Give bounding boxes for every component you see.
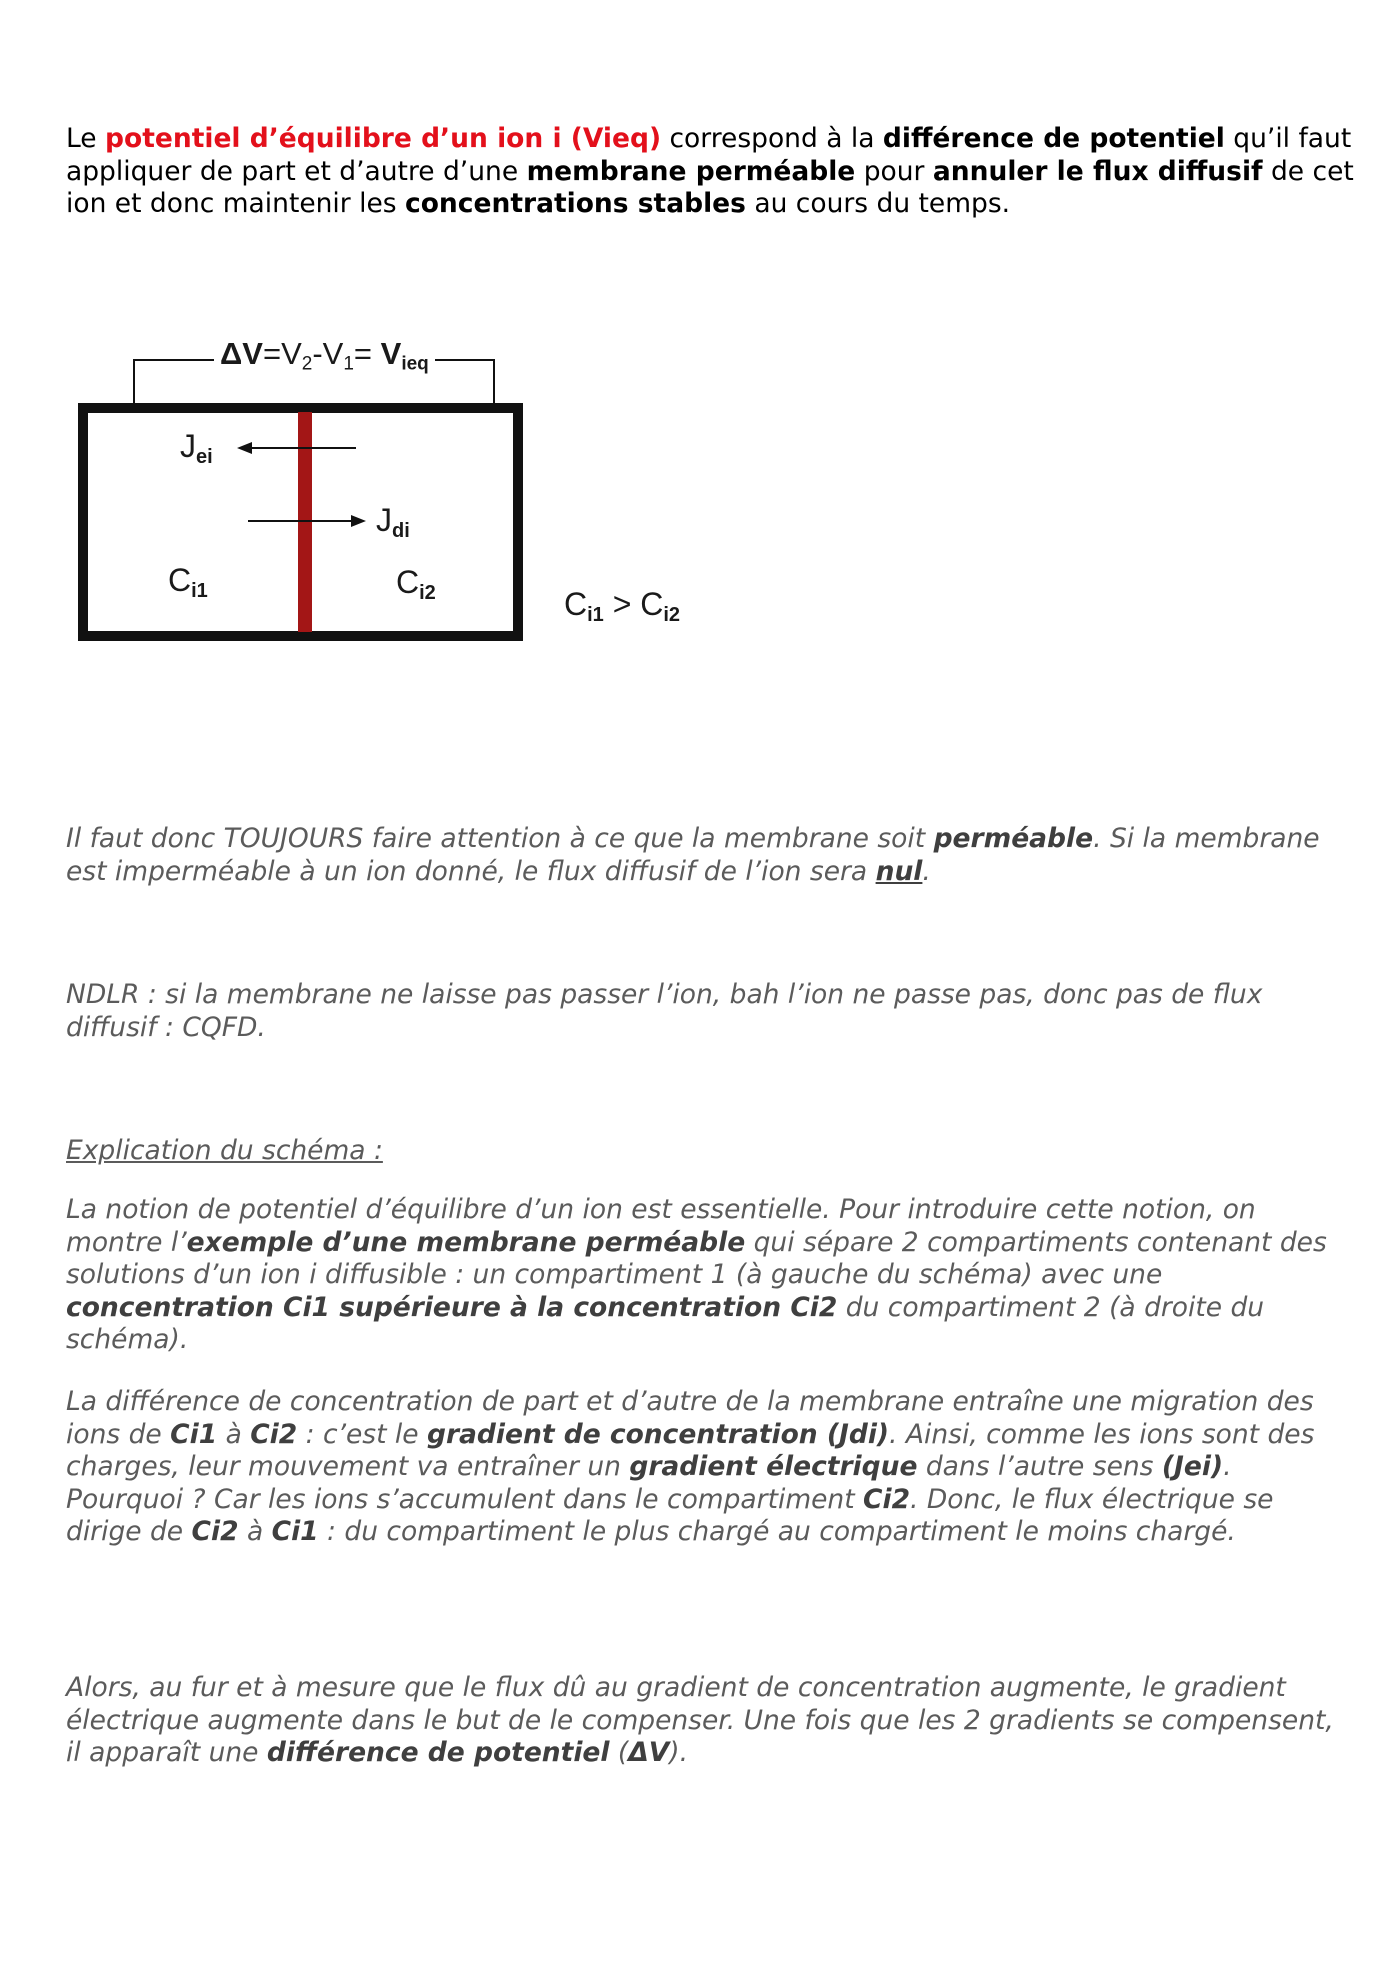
ci2-main: C [396,564,420,600]
expl2-bold: gradient électrique [629,1451,918,1482]
relation-a: C [564,586,588,622]
intro-text: qu’il faut appliquer de part et d’autre d’une [66,123,1352,187]
expl2-text: à [217,1418,251,1450]
concentration-relation-label [564,588,680,625]
intro-text: Le [66,123,106,154]
jdi-arrowhead [351,515,366,527]
vieq-sub: ieq [401,353,429,375]
expl2-bold: gradient de concentration (Jdi) [427,1418,890,1450]
ci1-sub: i1 [191,580,208,602]
delta-v-text: = [353,336,381,371]
relation-b: C [640,586,664,622]
ci1-label [168,564,208,601]
intro-key-term: potentiel d’équilibre d’un ion i (Vieq) [105,123,662,154]
intro-bold: annuler le flux diffusif [932,155,1263,187]
ndlr-paragraph [66,979,1356,1044]
explanation-paragraph-2 [66,1386,1356,1549]
intro-bold: concentrations stables [405,188,746,219]
expl2-bold: Ci2 [250,1418,298,1450]
intro-text: de cet ion et donc maintenir les [66,155,1354,219]
expl2-text: : c’est le [297,1418,428,1450]
expl2-text: à [238,1516,272,1547]
expl2-text: La différence de concentration de part et d’autre de la membrane entraîne une migration des ions de [66,1386,1314,1450]
intro-bold: différence de potentiel [882,123,1225,154]
explanation-heading-text: Explication du schéma : [66,1135,383,1166]
intro-text: correspond à la [661,123,883,154]
impermeable-paragraph [66,823,1356,888]
expl1-text: La notion de potentiel d’équilibre d’un ion est essentielle. Pour introduire cette notion, on montre l’ [66,1194,1256,1258]
impermeable-text: Il faut donc TOUJOURS faire attention à ce que la membrane soit [66,823,934,854]
expl2-text: dans l’autre sens [917,1451,1162,1482]
explanation-heading [66,1135,1356,1168]
jei-label [180,430,213,467]
expl2-bold: (Jei) [1161,1451,1224,1482]
ci2-sub: i2 [419,582,436,604]
impermeable-bold-underlined: nul [875,855,923,887]
explanation-paragraph-1 [66,1194,1356,1357]
expl2-bold: Ci2 [863,1483,911,1515]
final-bold: différence de potentiel [266,1737,610,1768]
final-text: ). [669,1737,689,1768]
relation-b-sub: i2 [663,604,681,626]
jei-sub: ei [196,446,213,468]
delta-v-text: -V [312,336,344,371]
expl1-text: qui sépare 2 compartiments contenant des solutions d’un ion i diffusible : un compartiment 1 (à gauche du schéma) avec une [66,1226,1327,1290]
expl1-bold: exemple d’une membrane perméable [186,1226,746,1258]
expl2-text: : du compartiment le plus chargé au compartiment le moins chargé. [318,1516,1236,1547]
expl2-text: . Ainsi, comme les ions sont des charges, leur mouvement va entraîner un [66,1418,1315,1482]
delta-v-text: =V [262,336,302,371]
expl1-bold: concentration Ci1 supérieure à la concentration Ci2 [66,1291,838,1323]
final-text: ( [609,1737,629,1768]
delta-v-symbol: ΔV [220,336,263,371]
jdi-sub: di [392,520,410,542]
intro-paragraph [66,123,1356,221]
expl2-text: . Donc, le flux électrique se dirige de [66,1483,1274,1547]
expl1-text: du compartiment 2 (à droite du schéma). [66,1291,1265,1355]
ndlr-text: NDLR : si la membrane ne laisse pas passer l’ion, bah l’ion ne passe pas, donc pas de flux diffusif : CQFD. [66,979,1263,1043]
impermeable-bold: perméable [933,823,1094,854]
vieq-symbol: $V_{ieq}$ [380,336,429,375]
intro-bold: membrane perméable [526,155,856,187]
ci1-main: C [168,562,192,598]
expl2-bold: Ci1 [271,1516,319,1547]
jei-arrowhead [237,442,252,454]
final-text: Alors, au fur et à mesure que le flux dû au gradient de concentration augmente, le gradient électrique augmente dans le but de le compenser. Une fois que les 2 gradients se compensent, il apparaît une [66,1672,1334,1768]
impermeable-text: . [922,855,931,887]
jdi-main: J [376,502,392,538]
intro-text: pour [855,155,933,187]
expl2-bold: Ci1 [170,1418,218,1450]
final-bold: ΔV [628,1737,670,1768]
intro-text: au cours du temps. [745,188,1011,219]
relation-a-sub: i1 [587,604,604,626]
delta-v-label [214,338,435,374]
jdi-label [376,504,410,541]
delta-v-sub: 1 [343,353,354,375]
ci2-label [396,566,436,603]
expl2-text: . Pourquoi ? Car les ions s’accumulent dans le compartiment [66,1451,1232,1515]
delta-v-sub: 2 [301,353,313,375]
final-paragraph [66,1672,1356,1770]
membrane-diagram [74,318,734,656]
jei-main: J [180,428,196,464]
expl2-bold: Ci2 [191,1516,239,1547]
impermeable-text: . Si la membrane est imperméable à un ion donné, le flux diffusif de l’ion sera [66,823,1320,887]
relation-operator: > [603,586,641,622]
